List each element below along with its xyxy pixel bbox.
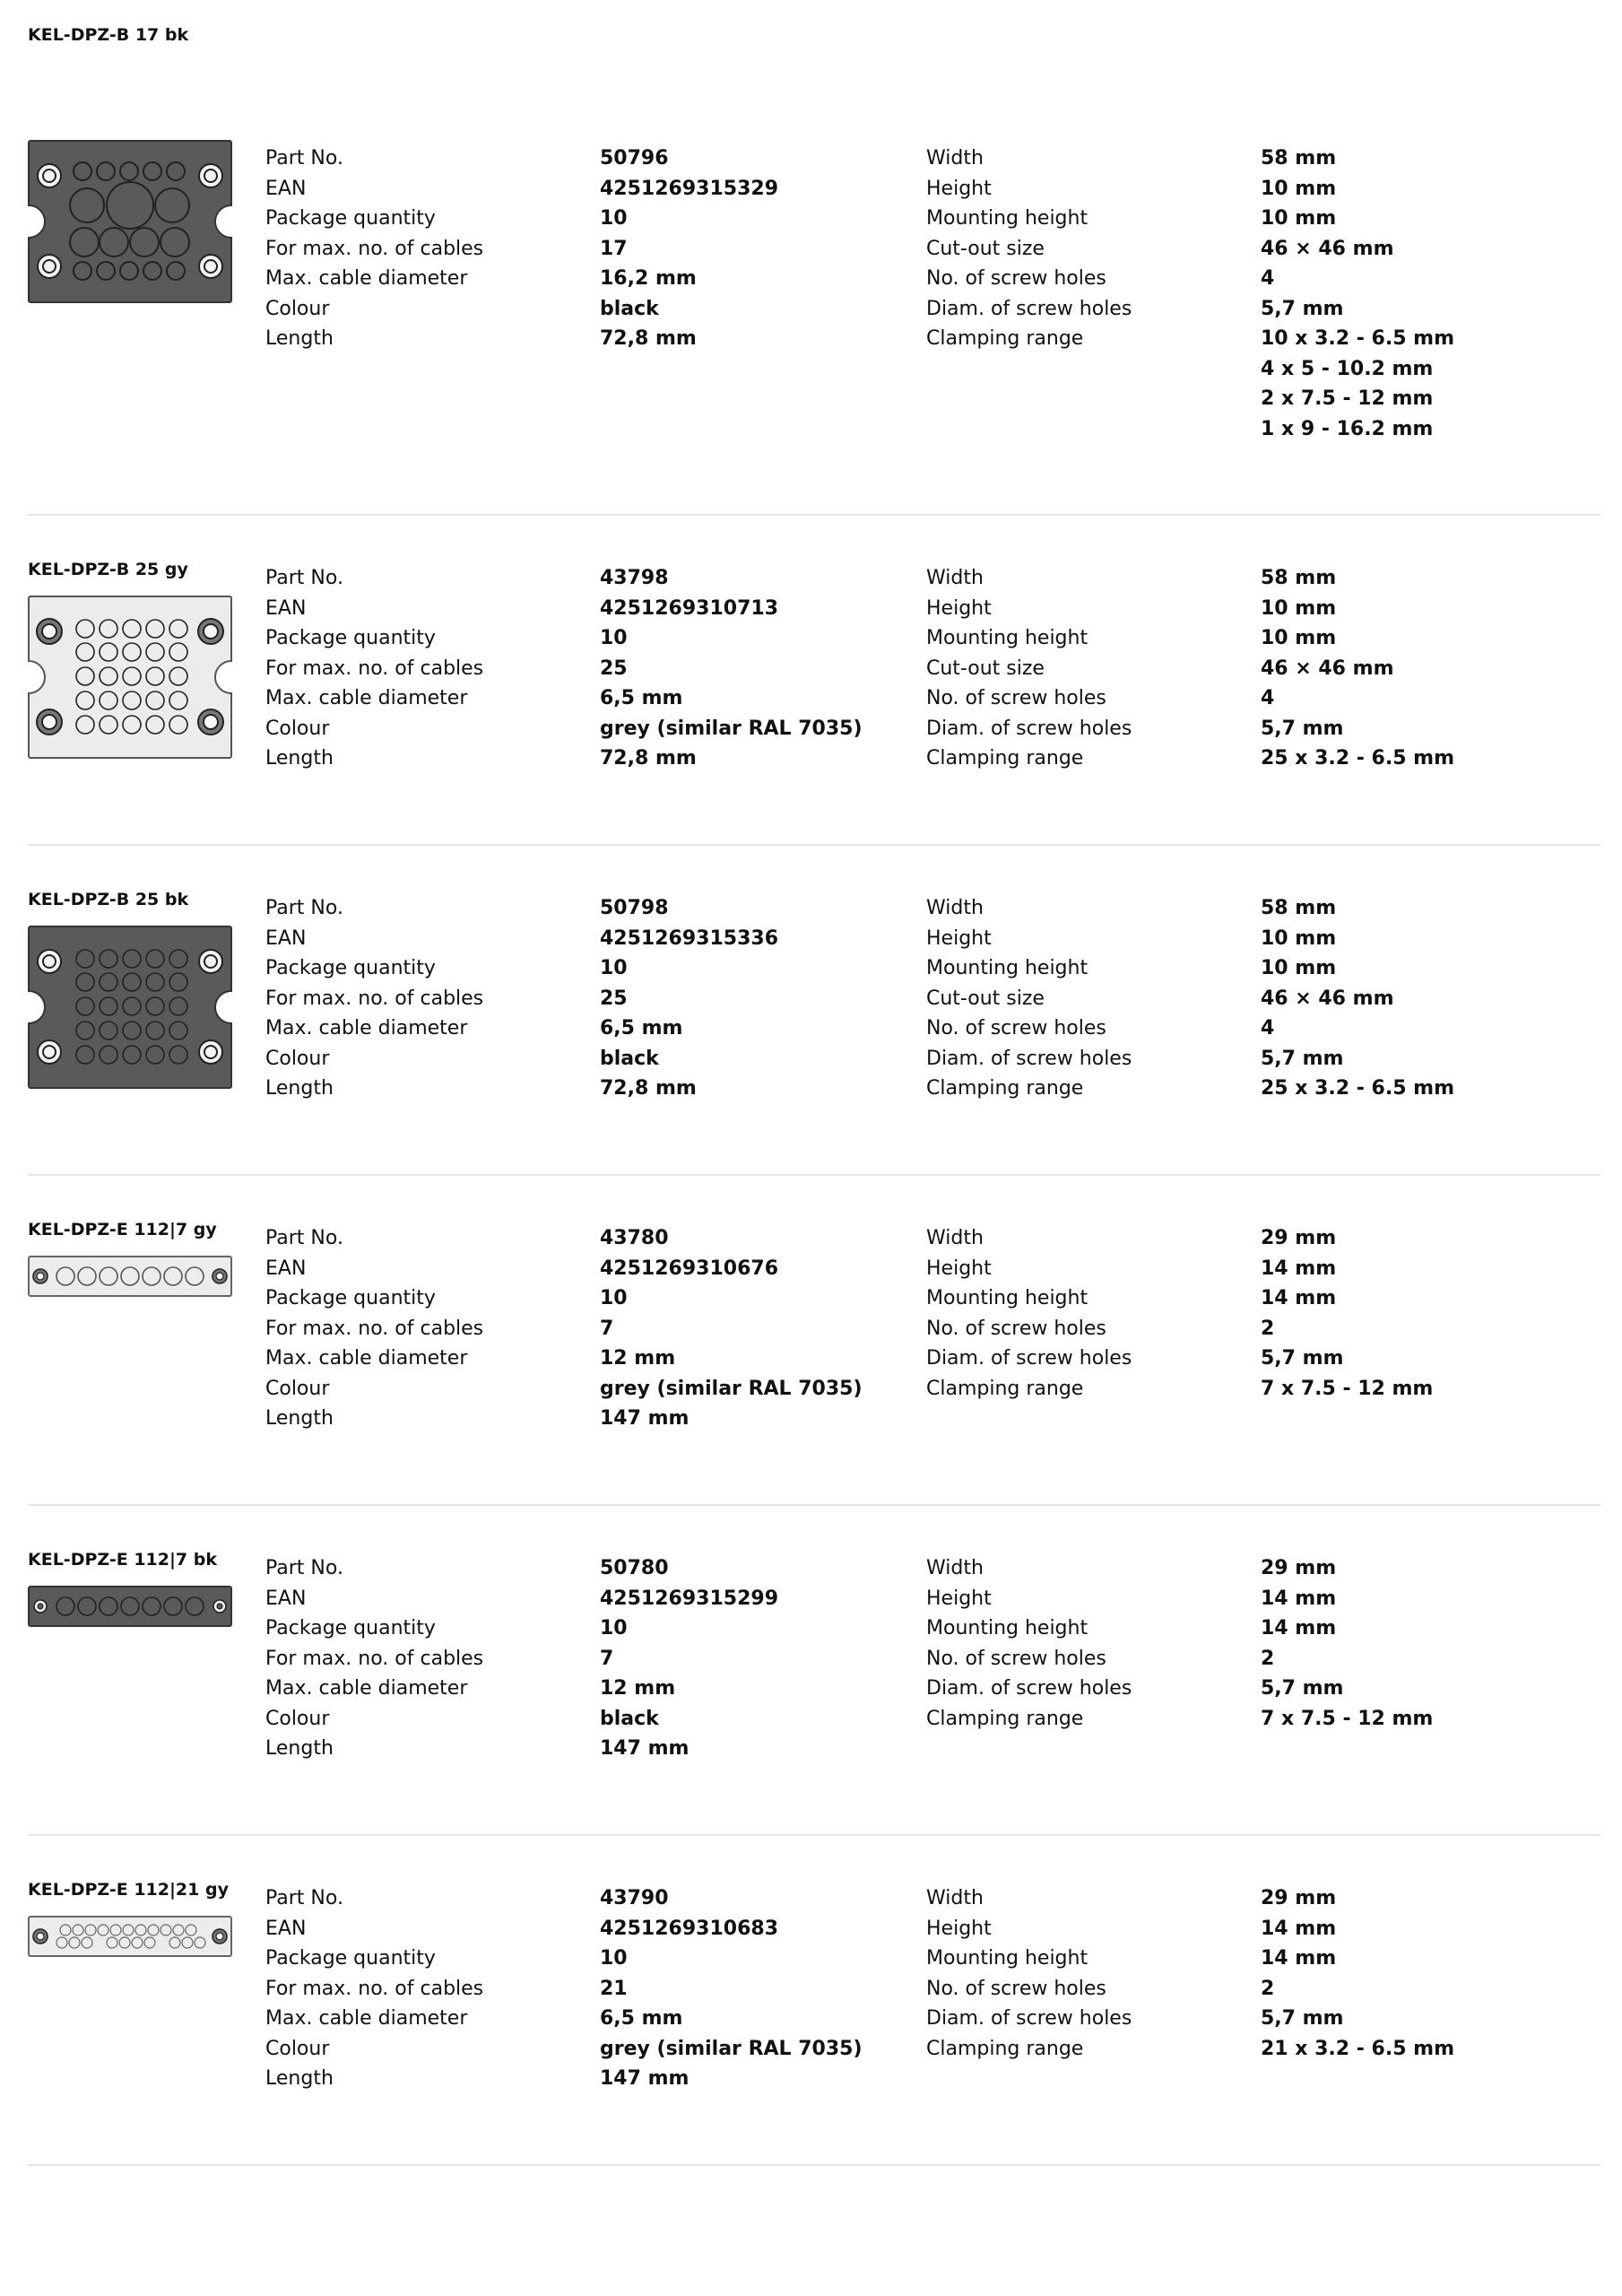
spec-label: Diam. of screw holes: [926, 1677, 1132, 1700]
spec-label: EAN: [265, 926, 307, 950]
product-title: KEL-DPZ-E 112|7 bk: [28, 1550, 217, 1570]
spec-value: 2: [1261, 1647, 1275, 1670]
spec-label: Max. cable diameter: [265, 687, 468, 709]
spec-value: 4251269315329: [600, 177, 778, 200]
spec-value: 14 mm: [1261, 1917, 1337, 1940]
spec-value: black: [600, 1047, 659, 1070]
product-kel-dpz-e-112-7-bk: [0, 1550, 1622, 1846]
spec-value: 6,5 mm: [600, 1017, 683, 1039]
spec-label: Max. cable diameter: [265, 267, 468, 290]
spec-label: Length: [265, 327, 334, 350]
spec-value: 2: [1261, 1317, 1275, 1340]
spec-label: Colour: [265, 297, 330, 320]
spec-label: Part No.: [265, 1557, 343, 1579]
spec-label: For max. no. of cables: [265, 1647, 484, 1670]
spec-value: 25 x 3.2 - 6.5 mm: [1261, 747, 1455, 770]
spec-value: 10: [600, 1287, 628, 1309]
product-kel-dpz-e-112-21-gy: [0, 1880, 1622, 2176]
spec-value: 14 mm: [1261, 1587, 1337, 1610]
spec-label: No. of screw holes: [926, 1017, 1106, 1039]
spec-label: Height: [926, 1257, 992, 1280]
spec-value: 46 × 46 mm: [1261, 237, 1394, 260]
spec-label: Length: [265, 747, 334, 770]
spec-value: 10 mm: [1261, 627, 1337, 649]
spec-value: 7 x 7.5 - 12 mm: [1261, 1707, 1434, 1730]
spec-value: black: [600, 1707, 659, 1730]
spec-value: 10: [600, 627, 628, 649]
spec-label: For max. no. of cables: [265, 1977, 484, 2000]
spec-label: Clamping range: [926, 1707, 1084, 1730]
divider: [28, 514, 1600, 516]
product-kel-dpz-e-112-7-gy: [0, 1220, 1622, 1516]
spec-label: No. of screw holes: [926, 687, 1106, 709]
divider: [28, 1504, 1600, 1506]
spec-label: Mounting height: [926, 627, 1089, 649]
product-title: KEL-DPZ-E 112|21 gy: [28, 1880, 229, 1900]
spec-label: Max. cable diameter: [265, 1017, 468, 1039]
spec-label: Colour: [265, 717, 330, 740]
spec-label: Cut-out size: [926, 987, 1045, 1010]
spec-value: 2 x 7.5 - 12 mm: [1261, 387, 1434, 410]
divider: [28, 844, 1600, 846]
product-title: KEL-DPZ-B 25 gy: [28, 560, 188, 579]
spec-value: 5,7 mm: [1261, 717, 1344, 740]
spec-label: Width: [926, 1227, 984, 1249]
spec-label: Diam. of screw holes: [926, 717, 1132, 740]
spec-label: Max. cable diameter: [265, 1347, 468, 1370]
spec-value: grey (similar RAL 7035): [600, 2037, 863, 2060]
spec-label: Diam. of screw holes: [926, 1347, 1132, 1370]
spec-value: 10 mm: [1261, 957, 1337, 979]
spec-label: Width: [926, 147, 984, 170]
spec-label: Length: [265, 1077, 334, 1100]
spec-value: 50798: [600, 897, 669, 919]
spec-value: 25: [600, 987, 628, 1010]
spec-value: 10 mm: [1261, 177, 1337, 200]
spec-value: 4251269315336: [600, 926, 778, 950]
spec-value: 14 mm: [1261, 1287, 1337, 1309]
spec-label: Length: [265, 2067, 334, 2090]
spec-label: Part No.: [265, 1887, 343, 1909]
spec-value: 29 mm: [1261, 1557, 1337, 1579]
spec-label: Package quantity: [265, 957, 436, 979]
spec-value: 6,5 mm: [600, 2007, 683, 2030]
spec-value: 12 mm: [600, 1347, 676, 1370]
spec-label: Colour: [265, 1377, 330, 1400]
spec-value: 4: [1261, 1017, 1275, 1039]
spec-value: 43780: [600, 1227, 669, 1249]
spec-value: 5,7 mm: [1261, 1347, 1344, 1370]
spec-label: Clamping range: [926, 2037, 1084, 2060]
spec-label: For max. no. of cables: [265, 237, 484, 260]
spec-value: 58 mm: [1261, 897, 1337, 919]
spec-value: 4: [1261, 267, 1275, 290]
spec-label: Package quantity: [265, 1617, 436, 1639]
spec-value: grey (similar RAL 7035): [600, 1377, 863, 1400]
spec-label: Part No.: [265, 897, 343, 919]
spec-value: 4 x 5 - 10.2 mm: [1261, 357, 1434, 380]
spec-value: 17: [600, 237, 628, 260]
spec-label: Mounting height: [926, 1617, 1089, 1639]
spec-label: For max. no. of cables: [265, 1317, 484, 1340]
grommet-strip-e21-grey-icon: [28, 1916, 232, 1957]
spec-label: Width: [926, 897, 984, 919]
spec-label: Height: [926, 1587, 992, 1610]
spec-value: 72,8 mm: [600, 1077, 697, 1100]
spec-label: Clamping range: [926, 327, 1084, 350]
spec-value: 72,8 mm: [600, 327, 697, 350]
spec-label: Part No.: [265, 567, 343, 589]
spec-label: Package quantity: [265, 1287, 436, 1309]
spec-label: Max. cable diameter: [265, 2007, 468, 2030]
spec-label: Colour: [265, 2037, 330, 2060]
spec-value: 10 mm: [1261, 596, 1337, 620]
spec-label: No. of screw holes: [926, 1317, 1106, 1340]
spec-value: 7 x 7.5 - 12 mm: [1261, 1377, 1434, 1400]
spec-label: Package quantity: [265, 207, 436, 230]
spec-value: 43790: [600, 1887, 669, 1909]
spec-label: Width: [926, 1887, 984, 1909]
spec-label: Length: [265, 1737, 334, 1760]
spec-value: 14 mm: [1261, 1947, 1337, 1970]
spec-value: 21 x 3.2 - 6.5 mm: [1261, 2037, 1455, 2060]
product-kel-dpz-b-25-bk: [0, 890, 1622, 1186]
product-kel-dpz-b-25-gy: [0, 560, 1622, 856]
divider: [28, 1174, 1600, 1176]
spec-label: EAN: [265, 1257, 307, 1280]
spec-value: 4251269310683: [600, 1917, 778, 1940]
spec-label: Max. cable diameter: [265, 1677, 468, 1700]
spec-value: 10: [600, 207, 628, 230]
spec-label: EAN: [265, 177, 307, 200]
spec-value: 10: [600, 1947, 628, 1970]
spec-label: Mounting height: [926, 207, 1089, 230]
spec-value: 147 mm: [600, 1737, 690, 1760]
spec-value: 147 mm: [600, 2067, 690, 2090]
grommet-plate-b25-black-icon: [28, 926, 232, 1089]
spec-value: 29 mm: [1261, 1227, 1337, 1249]
spec-value: 5,7 mm: [1261, 297, 1344, 320]
spec-label: Height: [926, 926, 992, 950]
spec-value: 10 x 3.2 - 6.5 mm: [1261, 327, 1455, 350]
divider: [28, 2164, 1600, 2166]
spec-label: Mounting height: [926, 1947, 1089, 1970]
spec-label: Length: [265, 1407, 334, 1430]
spec-label: Package quantity: [265, 627, 436, 649]
spec-value: 25 x 3.2 - 6.5 mm: [1261, 1077, 1455, 1100]
spec-value: 58 mm: [1261, 147, 1337, 170]
spec-value: 1 x 9 - 16.2 mm: [1261, 417, 1434, 440]
spec-value: grey (similar RAL 7035): [600, 717, 863, 740]
spec-label: Width: [926, 1557, 984, 1579]
spec-value: 46 × 46 mm: [1261, 987, 1394, 1010]
spec-label: No. of screw holes: [926, 1647, 1106, 1670]
spec-value: 6,5 mm: [600, 687, 683, 709]
spec-value: 2: [1261, 1977, 1275, 2000]
grommet-plate-b25-grey-icon: [28, 596, 232, 759]
grommet-strip-e7-black-icon: [28, 1586, 232, 1627]
spec-label: Clamping range: [926, 747, 1084, 770]
spec-label: EAN: [265, 1587, 307, 1610]
spec-value: 46 × 46 mm: [1261, 657, 1394, 680]
spec-value: 4: [1261, 687, 1275, 709]
spec-value: 43798: [600, 567, 669, 589]
spec-value: 16,2 mm: [600, 267, 697, 290]
spec-value: 10: [600, 1617, 628, 1639]
spec-label: Height: [926, 596, 992, 620]
spec-label: No. of screw holes: [926, 1977, 1106, 2000]
spec-label: Cut-out size: [926, 237, 1045, 260]
spec-value: 12 mm: [600, 1677, 676, 1700]
spec-value: 21: [600, 1977, 628, 2000]
spec-value: 10 mm: [1261, 207, 1337, 230]
spec-value: 5,7 mm: [1261, 1047, 1344, 1070]
spec-label: For max. no. of cables: [265, 987, 484, 1010]
spec-value: 4251269310676: [600, 1257, 778, 1280]
spec-value: 50780: [600, 1557, 669, 1579]
spec-label: EAN: [265, 596, 307, 620]
spec-label: Cut-out size: [926, 657, 1045, 680]
spec-value: 25: [600, 657, 628, 680]
spec-label: Diam. of screw holes: [926, 2007, 1132, 2030]
spec-label: Height: [926, 1917, 992, 1940]
product-kel-dpz-b-17-bk: [0, 140, 1622, 517]
spec-value: 4251269315299: [600, 1587, 778, 1610]
spec-label: Colour: [265, 1047, 330, 1070]
product-title: KEL-DPZ-B 25 bk: [28, 890, 189, 909]
spec-value: 58 mm: [1261, 567, 1337, 589]
spec-label: Diam. of screw holes: [926, 1047, 1132, 1070]
spec-value: 4251269310713: [600, 596, 778, 620]
grommet-strip-e7-grey-icon: [28, 1256, 232, 1297]
spec-value: 14 mm: [1261, 1617, 1337, 1639]
spec-label: Mounting height: [926, 1287, 1089, 1309]
spec-value: 7: [600, 1317, 614, 1340]
page-title: KEL-DPZ-B 17 bk: [28, 25, 189, 45]
spec-label: EAN: [265, 1917, 307, 1940]
spec-label: Package quantity: [265, 1947, 436, 1970]
spec-value: 10: [600, 957, 628, 979]
spec-value: 10 mm: [1261, 926, 1337, 950]
spec-value: 147 mm: [600, 1407, 690, 1430]
spec-label: Height: [926, 177, 992, 200]
divider: [28, 1834, 1600, 1836]
spec-label: Diam. of screw holes: [926, 297, 1132, 320]
spec-label: No. of screw holes: [926, 267, 1106, 290]
spec-value: 5,7 mm: [1261, 1677, 1344, 1700]
spec-label: Clamping range: [926, 1377, 1084, 1400]
spec-value: 50796: [600, 147, 669, 170]
spec-value: 72,8 mm: [600, 747, 697, 770]
spec-label: Part No.: [265, 1227, 343, 1249]
spec-label: Mounting height: [926, 957, 1089, 979]
spec-value: 29 mm: [1261, 1887, 1337, 1909]
grommet-plate-b17-black-icon: [28, 140, 232, 303]
spec-label: For max. no. of cables: [265, 657, 484, 680]
spec-label: Width: [926, 567, 984, 589]
spec-value: 7: [600, 1647, 614, 1670]
spec-value: 5,7 mm: [1261, 2007, 1344, 2030]
product-title: KEL-DPZ-E 112|7 gy: [28, 1220, 217, 1239]
spec-value: 14 mm: [1261, 1257, 1337, 1280]
spec-label: Clamping range: [926, 1077, 1084, 1100]
spec-label: Colour: [265, 1707, 330, 1730]
spec-label: Part No.: [265, 147, 343, 170]
spec-value: black: [600, 297, 659, 320]
